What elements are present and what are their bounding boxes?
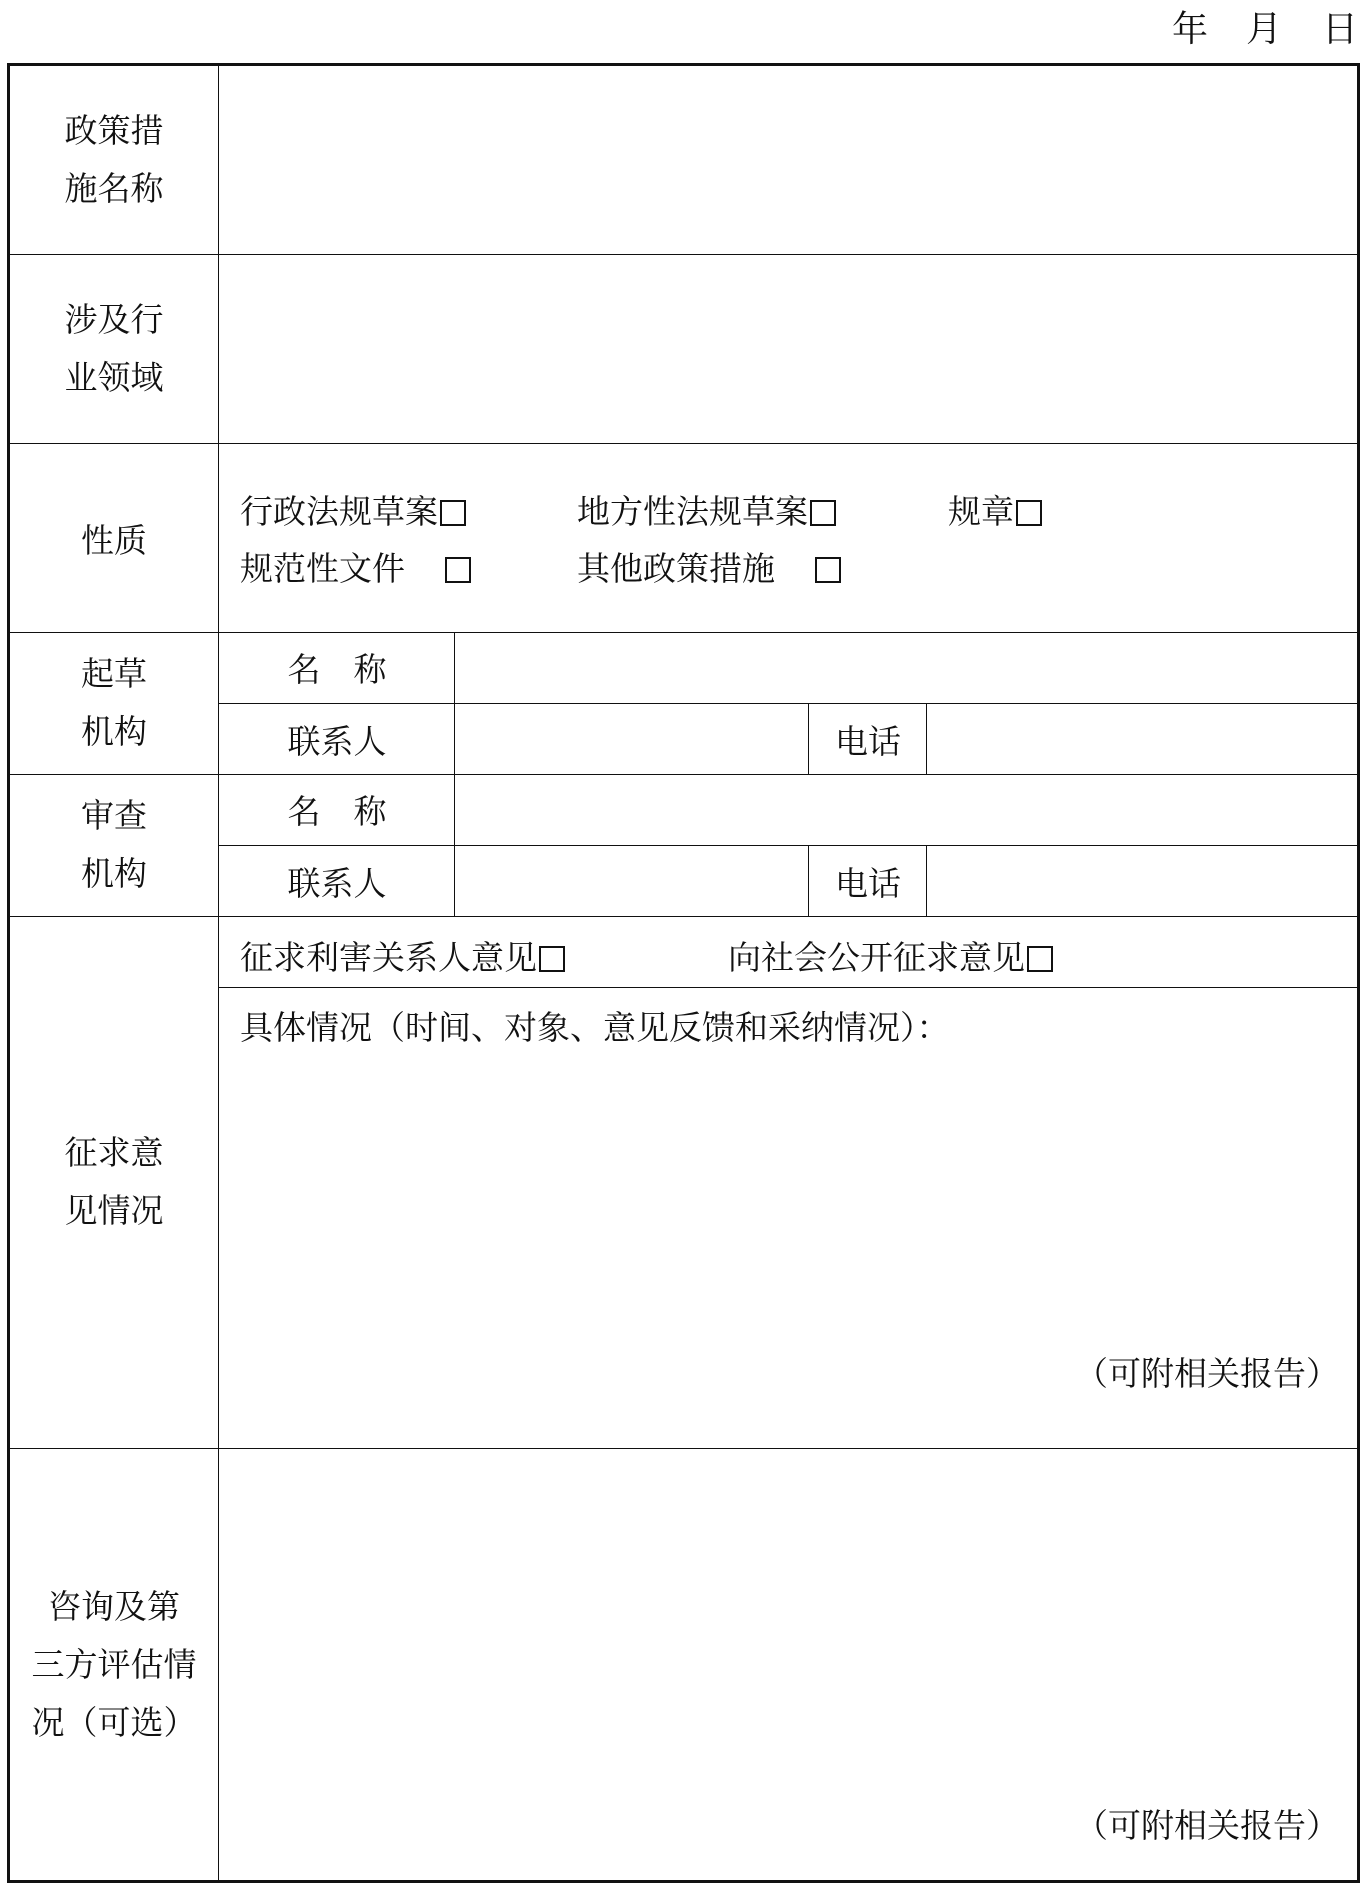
review-name-input[interactable] [456,776,1357,845]
row-divider [10,632,1357,633]
consultation-input[interactable] [220,1450,1357,1790]
drafting-name-label: 名 称 [287,650,387,689]
nature-option-label: 规章 [948,492,1014,531]
date-line [1172,0,1358,52]
checkbox[interactable] [815,557,841,583]
opinions-label [10,1124,218,1240]
checkbox[interactable] [440,500,466,526]
agency-column-divider [926,845,927,916]
opinion-option-stakeholders[interactable] [240,932,565,979]
policy-name-input-cell[interactable] [220,66,1357,254]
nature-option-admin-regulation[interactable] [240,486,466,533]
row-divider [10,774,1357,775]
checkbox[interactable] [445,557,471,583]
industry-input-cell[interactable] [220,256,1357,443]
consultation-label-line1: 咨询及第 [48,1587,180,1626]
nature-option-other-policy[interactable] [577,543,841,590]
agency-column-divider [454,632,455,916]
opinion-option-label: 向社会公开征求意见 [728,938,1025,977]
drafting-phone-label: 电话 [835,721,901,761]
drafting-agency-label [10,645,218,761]
label-column-divider [218,66,219,1880]
date-month: 月 [1245,8,1282,50]
row-divider [10,443,1357,444]
drafting-contact-input[interactable] [456,705,808,774]
row-divider [10,916,1357,917]
industry-label [10,291,218,407]
opinion-report-note: （可附相关报告） [1075,1354,1339,1393]
nature-option-label: 地方性法规草案 [577,492,808,531]
drafting-agency-label-line1: 起草 [81,654,147,693]
row-divider [10,1448,1357,1449]
policy-name-label [10,102,218,218]
opinion-option-label: 征求利害关系人意见 [240,938,537,977]
date-day: 日 [1321,8,1358,50]
drafting-name-input[interactable] [456,634,1357,703]
agency-column-divider [808,703,809,774]
row-divider [10,254,1357,255]
checkbox[interactable] [539,946,565,972]
date-year: 年 [1171,8,1208,50]
opinion-details-label: 具体情况（时间、对象、意见反馈和采纳情况）： [240,1008,950,1047]
drafting-phone-input[interactable] [928,705,1357,774]
drafting-contact-label: 联系人 [287,721,387,761]
agency-column-divider [808,845,809,916]
review-agency-label-line2: 机构 [81,854,147,893]
opinions-label-line2: 见情况 [64,1191,164,1230]
review-agency-label [10,787,218,903]
nature-option-label: 行政法规草案 [240,492,438,531]
nature-option-local-regulation[interactable] [577,486,836,533]
review-name-label: 名 称 [287,792,387,831]
agency-column-divider [926,703,927,774]
review-agency-label-line1: 审查 [81,796,147,835]
industry-label-line1: 涉及行 [64,300,164,339]
form-table [7,63,1360,1883]
review-phone-label: 电话 [835,863,901,903]
nature-option-rules[interactable] [948,486,1042,533]
consultation-report-note: （可附相关报告） [1075,1806,1339,1845]
review-contact-label: 联系人 [287,863,387,903]
review-phone-input[interactable] [928,847,1357,916]
sub-row-divider [218,987,1357,988]
consultation-label-line3: 况（可选） [31,1703,197,1742]
checkbox[interactable] [810,500,836,526]
policy-name-label-line2: 施名称 [64,169,164,208]
opinion-option-public[interactable] [728,932,1053,979]
consultation-label [10,1578,218,1752]
nature-option-normative-document[interactable] [240,543,471,590]
checkbox[interactable] [1016,500,1042,526]
nature-label: 性质 [81,521,147,560]
nature-option-label: 规范性文件 [240,549,405,588]
opinion-details-input[interactable] [220,1056,1357,1356]
review-contact-input[interactable] [456,847,808,916]
opinions-label-line1: 征求意 [64,1133,164,1172]
consultation-label-line2: 三方评估情 [31,1645,197,1684]
nature-option-label: 其他政策措施 [577,549,775,588]
checkbox[interactable] [1027,946,1053,972]
industry-label-line2: 业领域 [64,358,164,397]
drafting-agency-label-line2: 机构 [81,712,147,751]
policy-name-label-line1: 政策措 [64,111,164,150]
